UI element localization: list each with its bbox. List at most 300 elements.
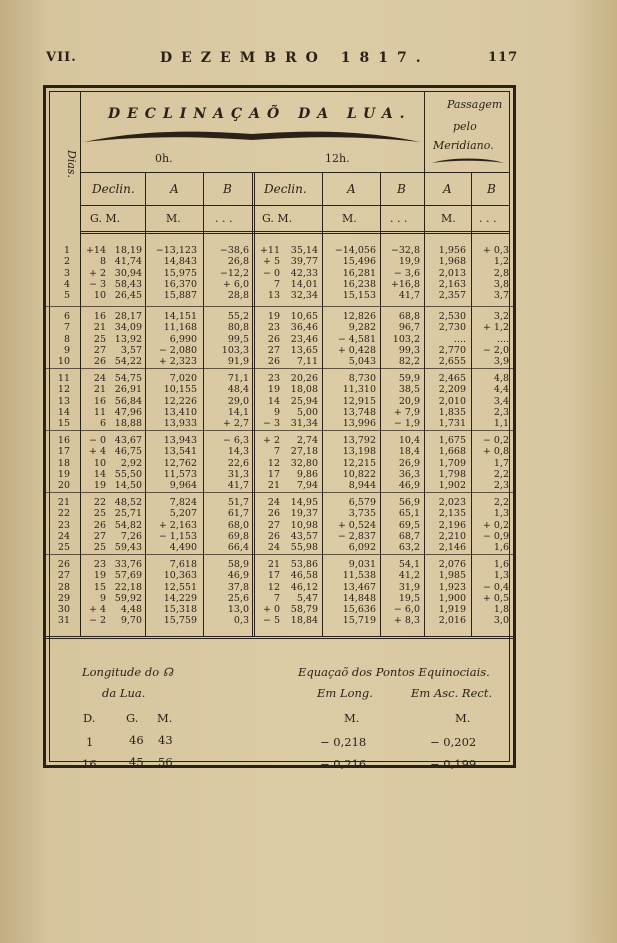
day-cell: 12: [57, 384, 70, 396]
decl12-sign-cell: 12: [267, 457, 280, 469]
day-cell: 3: [63, 267, 70, 279]
a0-cell: 5,207: [169, 508, 197, 520]
decl12-min-cell: 18,08: [290, 384, 318, 396]
a0-column: [147, 373, 197, 429]
decl12-min-column: [282, 435, 318, 491]
a12-cell: 13,996: [342, 418, 376, 430]
a0-cell: 15,318: [163, 604, 197, 616]
pass-b-cell: + 0,8: [482, 446, 509, 458]
a0-cell: 4,490: [169, 542, 197, 554]
passagem-label-1: Passagem: [447, 98, 503, 111]
b0-cell: + 6,0: [222, 278, 249, 290]
a0-cell: 14,151: [163, 311, 197, 322]
decl12-sign-cell: 23: [267, 322, 280, 334]
pass-a-cell: 1,900: [438, 592, 466, 604]
decl0-sign-cell: 25: [93, 508, 106, 520]
a0-column: [147, 435, 197, 491]
col-a-pass: A: [443, 182, 452, 196]
col-rule: [145, 172, 146, 636]
decl12-sign-cell: 26: [267, 508, 280, 520]
a0-cell: 16,370: [163, 278, 197, 290]
a12-cell: 15,153: [342, 290, 376, 302]
b0-cell: −12,2: [219, 267, 249, 279]
a12-column: [324, 559, 376, 627]
decl12-sign-cell: + 0: [262, 604, 280, 616]
decl0-min-cell: 47,96: [114, 406, 142, 418]
pass-a-cell: 1,985: [438, 570, 466, 582]
decl12-min-cell: 35,14: [290, 245, 318, 256]
decl0-min-column: [108, 373, 142, 429]
col-b-12: B: [397, 182, 406, 196]
decl12-min-column: [282, 373, 318, 429]
decl12-min-cell: 46,58: [290, 570, 318, 582]
decl12-sign-cell: 17: [267, 468, 280, 480]
pass-b-cell: 3,7: [493, 290, 509, 302]
table-bottom-rule: [46, 638, 513, 639]
b12-cell: 69,5: [398, 519, 420, 531]
decl0-sign-cell: + 2: [88, 267, 106, 279]
decl12-sign-cell: 21: [267, 480, 280, 492]
decl0-sign-cell: 21: [93, 322, 106, 334]
a12-cell: 9,282: [348, 322, 376, 334]
decl0-min-cell: 13,92: [114, 333, 142, 345]
day-cell: 6: [63, 311, 70, 322]
decl12-sign-cell: 7: [273, 592, 280, 604]
day-cell: 26: [57, 559, 70, 570]
a12-cell: 12,215: [342, 457, 376, 469]
pass-a-cell: 2,010: [438, 395, 466, 407]
day-column: [46, 435, 70, 491]
pass-b-cell: − 2,0: [482, 344, 509, 356]
day-cell: 14: [57, 406, 70, 418]
b12-cell: 59,9: [398, 373, 420, 384]
b0-cell: 29,0: [227, 395, 249, 407]
b0-cell: 58,9: [227, 559, 249, 570]
pass-b-cell: 1,3: [493, 570, 509, 582]
time-12h-label: 12h.: [325, 152, 350, 165]
col-a-0: A: [170, 182, 179, 196]
pass-b-cell: 1,7: [493, 457, 509, 469]
decl0-min-column: [108, 497, 142, 553]
a0-column: [147, 497, 197, 553]
a0-column: [147, 311, 197, 367]
table-title: DECLINAÇAÕ DA LUA.: [108, 106, 412, 122]
pass-a-cell: 1,919: [438, 604, 466, 616]
passagem-swell-rule: [430, 155, 506, 167]
decl0-sign-cell: 9: [99, 592, 106, 604]
decl12-sign-cell: 19: [267, 311, 280, 322]
day-cell: 11: [57, 373, 70, 384]
decl12-sign-column: [256, 311, 280, 367]
pass-a-cell: 1,956: [438, 245, 466, 256]
decl0-sign-cell: 25: [93, 542, 106, 554]
decl0-min-cell: 30,94: [114, 267, 142, 279]
b12-cell: 41,7: [398, 290, 420, 302]
decl12-min-column: [282, 311, 318, 367]
decl12-min-cell: 31,34: [290, 418, 318, 430]
decl12-min-cell: 43,57: [290, 530, 318, 542]
decl12-sign-cell: 21: [267, 559, 280, 570]
decl0-min-cell: 14,50: [114, 480, 142, 492]
decl12-sign-column: [256, 559, 280, 627]
a12-cell: 11,310: [342, 384, 376, 396]
decl0-sign-cell: 22: [93, 497, 106, 508]
b12-cell: 68,8: [398, 311, 420, 322]
decl0-sign-column: [80, 497, 106, 553]
col-m-label: M.: [157, 711, 173, 725]
col-declin-12: Declin.: [264, 182, 307, 196]
pass-a-cell: 2,135: [438, 508, 466, 520]
decl0-min-cell: 55,50: [114, 468, 142, 480]
day-cell: 19: [57, 468, 70, 480]
pass-a-cell: 2,770: [438, 344, 466, 356]
b0-cell: + 2,7: [222, 418, 249, 430]
b0-column: [205, 245, 249, 301]
pass-b-cell: 2,2: [493, 497, 509, 508]
pass-b-column: [473, 497, 509, 553]
pass-b-cell: 2,3: [493, 480, 509, 492]
a0-cell: 15,887: [163, 290, 197, 302]
decl12-min-cell: 10,65: [290, 311, 318, 322]
decl12-sign-cell: 23: [267, 373, 280, 384]
pass-a-cell: 2,146: [438, 542, 466, 554]
pass-b-cell: 3,0: [493, 615, 509, 627]
b0-cell: 25,6: [227, 592, 249, 604]
b0-cell: 22,6: [227, 457, 249, 469]
a12-column: [324, 435, 376, 491]
a12-cell: 12,915: [342, 395, 376, 407]
a0-cell: 7,824: [169, 497, 197, 508]
a0-cell: 13,410: [163, 406, 197, 418]
pass-b-cell: + 0,3: [482, 245, 509, 256]
decl0-sign-cell: + 4: [88, 604, 106, 616]
eq-asc-value: − 0,199: [430, 757, 477, 771]
pass-b-cell: 1,8: [493, 604, 509, 616]
a0-cell: 15,759: [163, 615, 197, 627]
pass-a-cell: 2,196: [438, 519, 466, 531]
day-column: [46, 497, 70, 553]
decl0-min-cell: 7,26: [120, 530, 142, 542]
a12-cell: 12,826: [342, 311, 376, 322]
decl12-sign-cell: 14: [267, 395, 280, 407]
pass-b-cell: − 0,2: [482, 435, 509, 446]
b12-cell: 18,4: [398, 446, 420, 458]
decl12-sign-cell: 27: [267, 519, 280, 531]
b0-cell: 46,9: [227, 570, 249, 582]
pass-a-cell: 1,709: [438, 457, 466, 469]
a12-cell: 8,944: [348, 480, 376, 492]
longitude-row-day: 16: [82, 757, 97, 771]
a0-column: [147, 245, 197, 301]
decl0-min-cell: 26,91: [114, 384, 142, 396]
b0-cell: 13,0: [227, 604, 249, 616]
decl12-sign-cell: 7: [273, 446, 280, 458]
b12-cell: − 3,6: [393, 267, 420, 279]
b0-cell: 41,7: [227, 480, 249, 492]
a12-cell: − 2,837: [337, 530, 376, 542]
decl0-sign-column: [80, 373, 106, 429]
b12-cell: +16,8: [390, 278, 420, 290]
pass-a-cell: 1,668: [438, 446, 466, 458]
b12-cell: 10,4: [398, 435, 420, 446]
dias-label: Dias.: [65, 150, 78, 179]
day-cell: 22: [57, 508, 70, 520]
decl12-sign-cell: 7: [273, 278, 280, 290]
day-cell: 29: [57, 592, 70, 604]
decl0-min-cell: 4,48: [120, 604, 142, 616]
col-b-0: B: [223, 182, 232, 196]
decl12-min-cell: 53,86: [290, 559, 318, 570]
decl12-sign-cell: +11: [259, 245, 280, 256]
unit-m-0: M.: [166, 212, 181, 225]
decl12-min-cell: 32,80: [290, 457, 318, 469]
longitude-row-g: 45: [129, 755, 144, 769]
pass-a-cell: 2,163: [438, 278, 466, 290]
pass-b-cell: + 0,5: [482, 592, 509, 604]
b12-cell: 96,7: [398, 322, 420, 334]
decl12-sign-cell: 12: [267, 581, 280, 593]
a0-cell: 7,618: [169, 559, 197, 570]
decl12-min-cell: 42,33: [290, 267, 318, 279]
decl0-min-cell: 18,88: [114, 418, 142, 430]
decl0-min-cell: 59,92: [114, 592, 142, 604]
day-cell: 13: [57, 395, 70, 407]
day-cell: 16: [57, 435, 70, 446]
decl12-min-cell: 7,11: [296, 356, 318, 368]
a12-cell: − 4,581: [337, 333, 376, 345]
b0-column: [205, 435, 249, 491]
decl0-min-cell: 3,57: [120, 344, 142, 356]
a12-cell: + 0,428: [337, 344, 376, 356]
decl12-min-cell: 36,46: [290, 322, 318, 334]
a12-cell: 6,579: [348, 497, 376, 508]
decorative-swell-rule: [82, 128, 422, 150]
b0-cell: 48,4: [227, 384, 249, 396]
b12-cell: − 1,9: [393, 418, 420, 430]
page-number: 117: [488, 50, 519, 65]
header-rule: [80, 231, 510, 232]
pass-a-cell: 2,530: [438, 311, 466, 322]
decl12-sign-cell: − 3: [262, 418, 280, 430]
decl12-sign-column: [256, 497, 280, 553]
decl12-sign-cell: 26: [267, 530, 280, 542]
decl0-min-column: [108, 311, 142, 367]
a12-cell: 8,730: [348, 373, 376, 384]
col-g-label: G.: [126, 711, 139, 725]
decl0-sign-cell: +14: [85, 245, 106, 256]
decl12-sign-column: [256, 435, 280, 491]
time-0h-label: 0h.: [155, 152, 173, 165]
day-cell: 15: [57, 418, 70, 430]
a0-cell: 12,551: [163, 581, 197, 593]
unit-m-pass: M.: [441, 212, 456, 225]
pass-b-cell: − 0,4: [482, 581, 509, 593]
pass-b-column: [473, 435, 509, 491]
b12-cell: + 8,3: [393, 615, 420, 627]
decl12-min-cell: 7,94: [296, 480, 318, 492]
pass-a-cell: 1,923: [438, 581, 466, 593]
decl0-sign-cell: 6: [99, 418, 106, 430]
equacao-title: Equaçaõ dos Pontos Equinociais.: [298, 665, 490, 679]
pass-b-cell: 1,1: [493, 418, 509, 430]
pass-b-cell: 2,3: [493, 406, 509, 418]
pass-a-cell: 1,968: [438, 256, 466, 268]
decl0-min-cell: 54,22: [114, 356, 142, 368]
b0-cell: 69,8: [227, 530, 249, 542]
a12-cell: 13,748: [342, 406, 376, 418]
unit-gm-12: G. M.: [262, 212, 293, 225]
decl0-sign-column: [80, 311, 106, 367]
decl12-min-cell: 23,46: [290, 333, 318, 345]
a0-cell: 13,933: [163, 418, 197, 430]
decl12-sign-cell: 27: [267, 344, 280, 356]
pass-b-column: [473, 373, 509, 429]
pass-b-cell: 3,4: [493, 395, 509, 407]
day-cell: 1: [63, 245, 70, 256]
day-cell: 5: [63, 290, 70, 302]
day-cell: 24: [57, 530, 70, 542]
decl0-sign-cell: 19: [93, 570, 106, 582]
a12-cell: −14,056: [334, 245, 376, 256]
b12-cell: 68,7: [398, 530, 420, 542]
b12-cell: 54,1: [398, 559, 420, 570]
b0-column: [205, 497, 249, 553]
decl0-sign-cell: 16: [93, 311, 106, 322]
b12-cell: 99,3: [398, 344, 420, 356]
day-cell: 8: [63, 333, 70, 345]
pass-a-cell: 2,013: [438, 267, 466, 279]
decl12-sign-cell: + 2: [262, 435, 280, 446]
b0-column: [205, 559, 249, 627]
a0-cell: 10,363: [163, 570, 197, 582]
decl0-min-cell: 28,17: [114, 311, 142, 322]
pass-a-cell: ....: [453, 333, 466, 345]
a0-cell: 14,843: [163, 256, 197, 268]
a0-column: [147, 559, 197, 627]
pass-b-cell: 3,9: [493, 356, 509, 368]
passagem-label-3: Meridiano.: [433, 139, 494, 152]
decl12-min-cell: 5,00: [296, 406, 318, 418]
pass-a-column: [426, 497, 466, 553]
decl0-sign-cell: 10: [93, 290, 106, 302]
decl0-sign-cell: 26: [93, 356, 106, 368]
pass-b-cell: 1,3: [493, 508, 509, 520]
eq-long-value: − 0,218: [320, 735, 367, 749]
decl12-min-cell: 5,47: [296, 592, 318, 604]
pass-a-column: [426, 435, 466, 491]
group-rule: [46, 306, 513, 307]
decl0-min-cell: 46,75: [114, 446, 142, 458]
col-d-label: D.: [83, 711, 96, 725]
decl12-sign-cell: 24: [267, 497, 280, 508]
b12-cell: − 6,0: [393, 604, 420, 616]
day-cell: 18: [57, 457, 70, 469]
b0-cell: 80,8: [227, 322, 249, 334]
b12-cell: 65,1: [398, 508, 420, 520]
a0-cell: 14,229: [163, 592, 197, 604]
group-rule: [46, 430, 513, 431]
group-rule: [46, 492, 513, 493]
table-bottom-rule: [46, 636, 513, 637]
a0-cell: 6,990: [169, 333, 197, 345]
decl0-min-column: [108, 435, 142, 491]
decl0-sign-cell: 27: [93, 344, 106, 356]
b0-cell: 26,8: [227, 256, 249, 268]
pass-a-cell: 2,655: [438, 356, 466, 368]
a12-cell: 3,735: [348, 508, 376, 520]
day-column: [46, 373, 70, 429]
day-cell: 23: [57, 519, 70, 531]
b0-column: [205, 373, 249, 429]
decl0-sign-cell: 8: [99, 256, 106, 268]
pass-b-column: [473, 311, 509, 367]
decl0-min-column: [108, 559, 142, 627]
b12-cell: + 7,9: [393, 406, 420, 418]
decl12-min-cell: 2,74: [296, 435, 318, 446]
pass-a-cell: 2,357: [438, 290, 466, 302]
decl0-sign-column: [80, 435, 106, 491]
b0-cell: 14,3: [227, 446, 249, 458]
decl12-min-column: [282, 559, 318, 627]
pass-a-cell: 2,023: [438, 497, 466, 508]
pass-b-column: [473, 245, 509, 301]
b12-cell: 19,9: [398, 256, 420, 268]
a0-cell: + 2,323: [158, 356, 197, 368]
day-cell: 27: [57, 570, 70, 582]
pass-a-cell: 1,675: [438, 435, 466, 446]
a0-cell: − 1,153: [158, 530, 197, 542]
day-cell: 9: [63, 344, 70, 356]
a0-cell: 13,541: [163, 446, 197, 458]
b12-cell: 41,2: [398, 570, 420, 582]
header-rule: [80, 172, 510, 173]
a12-cell: 14,848: [342, 592, 376, 604]
b12-cell: 56,9: [398, 497, 420, 508]
decl0-sign-cell: 10: [93, 457, 106, 469]
decl0-sign-column: [80, 559, 106, 627]
a12-cell: 5,043: [348, 356, 376, 368]
b0-cell: 68,0: [227, 519, 249, 531]
b12-cell: 38,5: [398, 384, 420, 396]
decl12-min-column: [282, 497, 318, 553]
decl0-sign-cell: − 0: [88, 435, 106, 446]
pass-b-cell: 2,8: [493, 267, 509, 279]
col-declin-0: Declin.: [92, 182, 135, 196]
a12-cell: 9,031: [348, 559, 376, 570]
decl12-min-cell: 55,98: [290, 542, 318, 554]
decl0-min-cell: 34,09: [114, 322, 142, 334]
a12-cell: + 0,524: [337, 519, 376, 531]
decl12-sign-column: [256, 373, 280, 429]
b12-column: [382, 311, 420, 367]
day-cell: 17: [57, 446, 70, 458]
decl0-min-cell: 18,19: [114, 245, 142, 256]
b0-cell: 99,5: [227, 333, 249, 345]
pass-b-cell: 1,2: [493, 256, 509, 268]
a0-cell: −13,123: [155, 245, 197, 256]
decl0-min-cell: 43,67: [114, 435, 142, 446]
decl12-sign-cell: − 0: [262, 267, 280, 279]
day-cell: 20: [57, 480, 70, 492]
a12-column: [324, 373, 376, 429]
decl12-sign-cell: 26: [267, 333, 280, 345]
a0-cell: 12,762: [163, 457, 197, 469]
decl0-min-cell: 59,43: [114, 542, 142, 554]
decl0-min-cell: 25,71: [114, 508, 142, 520]
b0-cell: 66,4: [227, 542, 249, 554]
pass-b-cell: 4,4: [493, 384, 509, 396]
decl12-min-cell: 32,34: [290, 290, 318, 302]
